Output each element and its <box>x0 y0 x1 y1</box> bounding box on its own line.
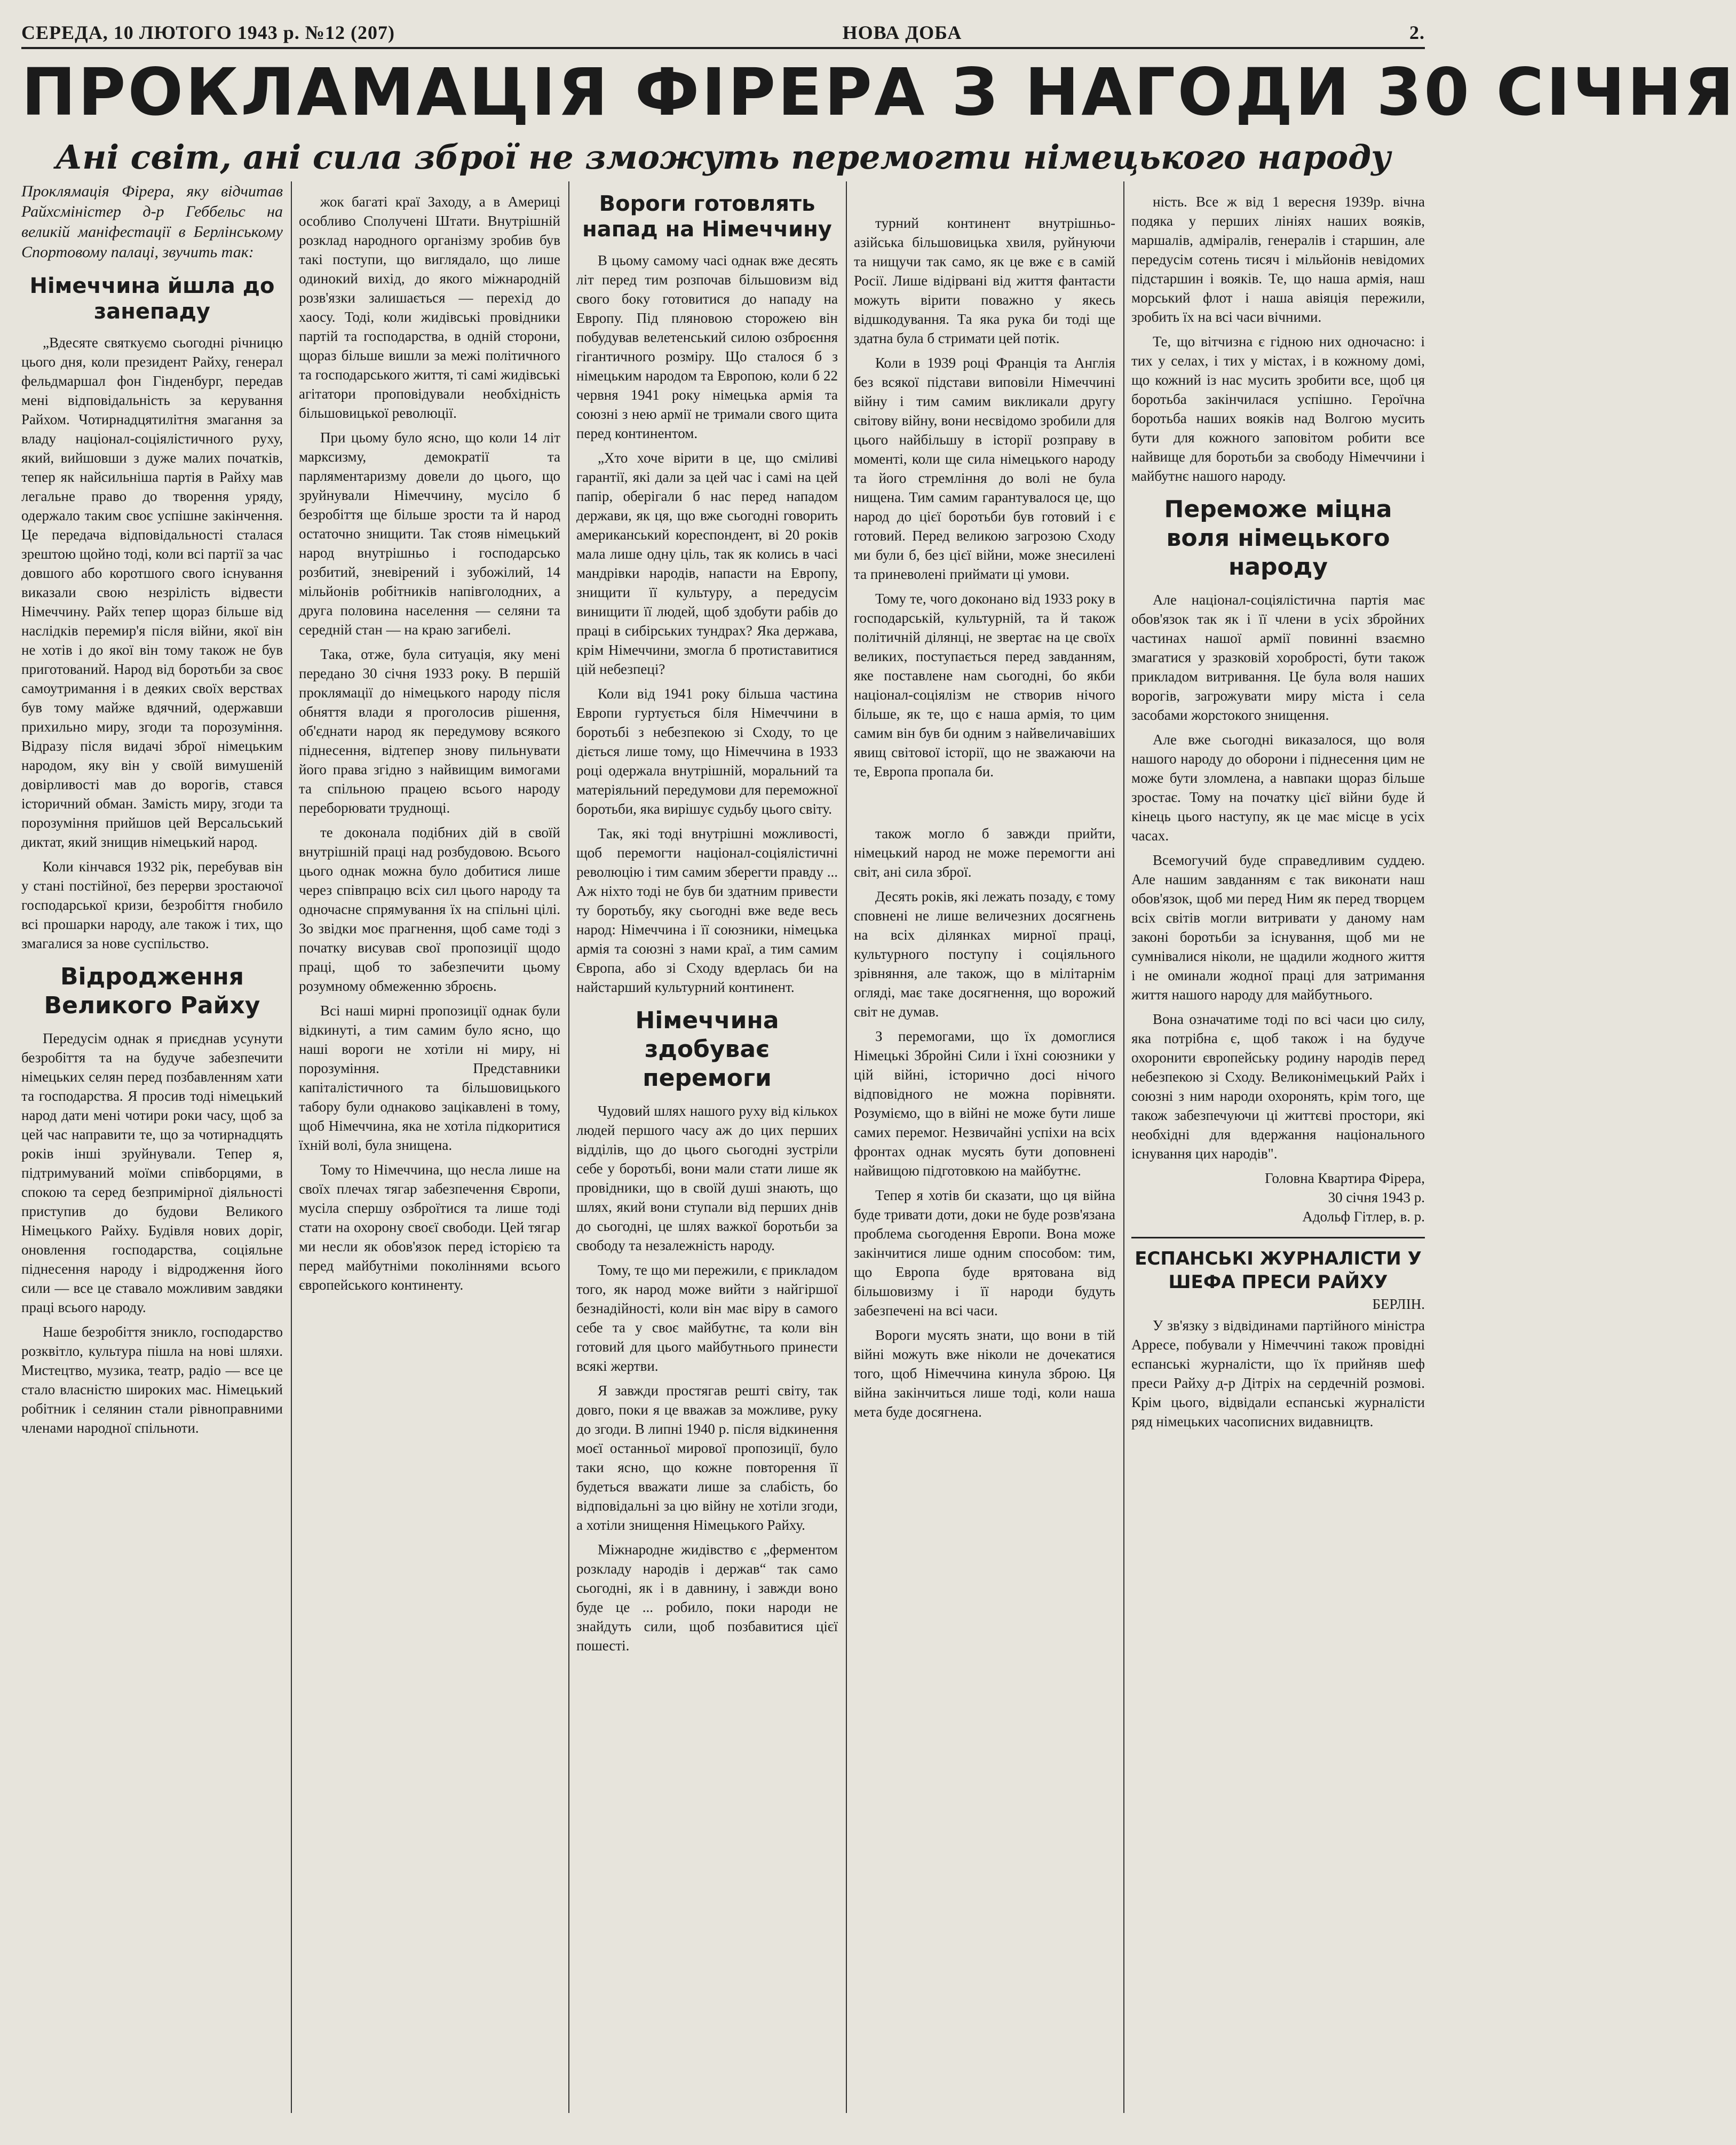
main-headline: ПРОКЛАМАЦІЯ ФІРЕРА З НАГОДИ 30 СІЧНЯ <box>21 54 1736 130</box>
signature-line: Адольф Гітлер, в. р. <box>1302 1209 1425 1225</box>
signature-block <box>1131 1169 1425 1226</box>
article-paragraph: Тому те, чого доконано від 1933 року в господарській, культурній, та й також політичній ділянці, не звертає на це своїх великих, поступається перед завданням, яке поставлене нам сьогодні, бо якби націонал-соціялізм не створив нічого більше, як те, що є наша армія, то цим самим він був би одним з найвеличавіших явищ світової історії, що не зважаючи на те, Европа пропала би. <box>854 591 1115 780</box>
column-2 <box>299 192 560 2124</box>
signature-line: Головна Квартира Фірера, <box>1265 1170 1425 1186</box>
section-heading: Вороги готовлять напад на Німеччину <box>582 192 832 242</box>
article-paragraph: Всемогучий буде справедливим суддею. Але нашим завданням є так виконати наш обов'язок, щоб ми перед Ним як перед творцем всіх світів могли витривати у даному нам законі боротьби за існування, щоб ми не сумнівалися ніколи, не щадили жодного життя і не оминали жодної праці для затримання життя нашого народу для майбутнього. <box>1131 852 1425 1003</box>
article-paragraph: При цьому було ясно, що коли 14 літ марксизму, демократії та парляментаризму довели до цього, що зруйнували Німеччину, мусіло б безробіття ще більше зрости та й народ остаточно знищити. Так стояв німецький народ внутрішньо і господарсько розбитий, зневірений і зубожілий, 14 мільйонів робітників напівголодних, а друга половина населення — селяни та середній стан — на краю загибелі. <box>299 430 560 638</box>
article-paragraph: Тепер я хотів би сказати, що ця війна буде тривати доти, доки не буде розв'язана проблема сьогодення Европи. Вона може закінчитися лише одним способом: тим, що Европа буде врятована від більшовизму і її народи будуть забезпечені на всі часи. <box>854 1187 1115 1318</box>
subheadline: Ані світ, ані сила зброї не зможуть перемогти німецького народу <box>55 138 1391 177</box>
section-heading: Німеччина йшла до занепаду <box>29 274 275 324</box>
column-rule <box>1123 181 1124 2113</box>
article-paragraph: також могло б завжди прийти, німецький народ не може перемогти ані світ, ані сила зброї. <box>854 825 1115 880</box>
article-paragraph: Чудовий шлях нашого руху від кількох людей першого часу аж до цих перших відділів, що до цього сьогодні зустріли себе у боротьбі, вони мали стати лише як провідники, що в своїй душі знають, що шлях, який вони ступали від перших днів до сьогодні, це шлях важкої боротьби за свободу та незалежність народу. <box>576 1103 838 1253</box>
brief-text: У зв'язку з відвідинами партійного міністра Арресе, побували у Німеччині також провідні еспанські журналісти, що їх прийняв шеф преси Райху д-р Дітріх на сердечній розмові. Крім цього, відвідали еспанські журналісти ряд німецьких часописних видавництв. <box>1131 1317 1425 1429</box>
paper-name: НОВА ДОБА <box>842 22 962 43</box>
article-paragraph: Коли від 1941 року більша частина Европи гуртується біля Німеччини в боротьбі з небезпекою зі Сходу, то це діється лише тому, що Німеччина в 1933 році одержала внутрішній, моральний та матеріяльний передумови для переможної боротьби, яка вирішує судьбу цього світу. <box>576 686 838 817</box>
article-paragraph: Але вже сьогодні виказалося, що воля нашого народу до оборони і піднесення цим не може бути зломлена, а навпаки щораз більше зростає. Тому на початку цієї війни буде й кінець цього наступу, як це має місце в усіх часах. <box>1131 732 1425 844</box>
article-paragraph: Коли в 1939 році Франція та Англія без всякої підстави виповіли Німеччині війну і тим самим викликали другу світову війну, вони несвідомо зробили для цього найбільшу в історії розправу в моменті, коли ще сила німецького народу та його стремління до волі не була нищена. Тим самим гарантувалося це, що народ до цієї боротьби був готовий і є готовий. Перед великою загрозою Сходу ми були б, без цієї війни, може знесилені та приневолені приймати ці умови. <box>854 355 1115 582</box>
article-paragraph: „Вдесяте святкуємо сьогодні річницю цього дня, коли президент Райху, генерал фельдмаршал фон Гінденбург, передав мені відповідальність за керування Райхом. Чотирнадцятилітня змагання за владу націонал-соціялістичного руху, який, вийшовши з дуже малих початків, тепер як найсильніша партія в Райху мав легальне право до творення уряду, одержало таким своє успішне закінчення. Це передача відповідальності сталася зрештою щойно тоді, коли всі партії за час довшого або коротшого свого існування виказали свою незрілість відвести Німеччину. Райх тепер щораз більше від наслідків перемир'я після війни, якої він не хотів і до якої він тому також не був приготований. Народ від боротьби за своє самоутримання і в деяких своїх верствах був тому майже вдячний, одержавши прихильно миру, згоди та порозуміння. Відразу після видачі зброї німецьким народом, яку він у своїй вимушеній довірливості мав до ворогів, стався історичний обман. Замість миру, згоди та порозуміння прийшов цей Версальський диктат, який знищив німецький народ. <box>21 335 283 850</box>
column-3 <box>576 181 838 2113</box>
column-1 <box>21 181 283 2113</box>
article-paragraph: Така, отже, була ситуація, яку мені передано 30 січня 1933 року. В першій проклямації до німецького народу після обняття влади я проголосив рішення, об'єднати народ як передумову всякого піднесення, відтепер знову пильнувати його права згідно з найвищим вимогами та спільною працею всього народу переборювати труднощі. <box>299 646 560 816</box>
article-paragraph: жок багаті краї Заходу, а в Америці особливо Сполучені Штати. Внутрішній розклад народного організму зробив був такі поступи, що виглядало, що лише одинокий вихід, до якого міжнародній розв'язки залишається — перехід до хаосу. Тоді, коли жидівські провідники партій та господарства, в одній сторони, щораз більше вишли за межі політичного та господарського життя, ті самі жидівські агітатори проповідували необхідність більшовицької революції. <box>299 194 560 421</box>
intro-paragraph: Проклямація Фірера, яку відчитав Райхсміністер д-р Геббельс на великій маніфестації в Берлінському Спортовому палаці, звучить так: <box>21 182 283 261</box>
brief-title: ЕСПАНСЬКІ ЖУРНАЛІСТИ У ШЕФА ПРЕСИ РАЙХУ <box>1135 1248 1422 1293</box>
article-paragraph: ність. Все ж від 1 вересня 1939р. вічна подяка у перших лініях наших вояків, маршалів, адміралів, генералів і старшин, але передусім сотень тисяч і мільйонів невідомих підстаршин і вояків. Те, що наша армія, наш морський флот і наша авіяція пережили, зробить їх на всі часи вічними. <box>1131 194 1425 325</box>
article-paragraph: Наше безробіття зникло, господарство розквітло, культура пішла на нові шляхи. Мистецтво, музика, театр, радіо — все це стало власністю широких мас. Німецький робітник і селянин стали рівноправними членами народної спільноти. <box>21 1324 283 1436</box>
article-paragraph: Коли кінчався 1932 рік, перебував він у стані постійної, без перерви зростаючої господарської кризи, безробіття гнобило всі прошарки народу, але також і тих, що змагалися за нове суспільство. <box>21 859 283 951</box>
article-paragraph: Тому то Німеччина, що несла лише на своїх плечах тягар забезпечення Європи, мусіла спершу озброїтися та лише тоді стати на охорону своєї свободи. Цей тягар ми несли як обов'язок перед історією та перед майбутніми поколіннями всього європейського континенту. <box>299 1162 560 1293</box>
article-paragraph: „Хто хоче вірити в це, що сміливі гарантії, які дали за цей час і самі на цей папір, оберігали б нас перед нападом держави, як ця, що вже сьогодні говорить американський кореспондент, ві 20 років мала лише одну ціль, так як колись в часі мандрівки народів, напасти на Европу, знищити її культуру, а передусім винищити її людей, щоб здобути рабів до праці в сибірських тундрах? Яка держава, крім Німеччини, змогла б протиставитися цій небезпеці? <box>576 450 838 677</box>
article-paragraph: Всі наші мирні пропозиції однак були відкинуті, а тим самим було ясно, що наші вороги не хотіли ні миру, ні порозуміння. Представники капіталістичного та більшовицького табору були однаково зацікавлені в тому, щоб Німеччина, яка не хотіла підкоритися їхній волі, була знищена. <box>299 1003 560 1153</box>
article-paragraph: Вороги мусять знати, що вони в тій війні можуть вже ніколи не дочекатися того, щоб Німеччина кинула зброю. Ця війна закінчиться лише тоді, коли наша мета буде досягнена. <box>854 1327 1115 1420</box>
brief-dateline: БЕРЛІН. <box>1372 1296 1425 1312</box>
article-paragraph: Те, що вітчизна є гідною них одночасно: і тих у селах, і тих у містах, і в кожному домі, що кожний із нас мусить зробити все, щоб ця боротьба закінчилася успішно. Героїчна боротьба наших вояків над Волгою мусить бути для кожного заповітом робити все найвище для боротьби за свободу Німеччини і майбутнє нашого народу. <box>1131 333 1425 484</box>
column-rule <box>846 181 847 2113</box>
masthead <box>21 12 1425 49</box>
article-paragraph: З перемогами, що їх домоглися Німецькі Збройні Сили і їхні союзники у цій війні, історично досі нічого відповідного не можна порівняти. Розуміємо, що в війні не може бути лише самих перемог. Незвичайні успіхи на всіх фронтах однак мусять бути доповнені найвищою підготовкою на майбутнє. <box>854 1028 1115 1179</box>
article-paragraph: Тому, те що ми пережили, є прикладом того, як народ може вийти з найгіршої безнадійності, коли він має віру в самого себе та у своє майбутнє, та коли він готовий для цього майбутнього принести всякі жертви. <box>576 1262 838 1374</box>
article-paragraph: В цьому самому часі однак вже десять літ перед тим розпочав більшовизм від свого боку готовитися до нападу на Европу. Під пляновою сторожею він побудував велетенський силою озброєння гігантичного розміру. Що сталося б з німецьким народом та Европою, коли б 22 червня 1941 року німецька армія та союзні з нею армії не тримали свого щита перед континентом. <box>576 252 838 441</box>
section-heading: Німеччина здобуває перемоги <box>635 1007 779 1092</box>
article-paragraph: те доконала подібних дій в своїй внутрішній праці над розбудовою. Всього цього однак можна було добитися лише через співпрацю всіх сил цього народу та одночасне спрямування їх на спільні цілі. Зо звідки моє прагнення, щоб саме тоді з початку висував свої пропозиції щодо праці, щоб то забезпечити цьому розумному обмеженню зброєнь. <box>299 824 560 994</box>
article-paragraph: Десять років, які лежать позаду, є тому сповнені не лише величезних досягнень на всіх ділянках мирної праці, культурного поступу і соціяльного зрівняння, але також, що в мілітарнім огляді, має таке досягнення, що ворожий світ не думав. <box>854 888 1115 1020</box>
page-number: 2. <box>1409 22 1425 43</box>
article-paragraph: Так, які тоді внутрішні можливості, щоб перемогти націонал-соціялістичні революцію і тим самим зберегти правду ... Аж ніхто тоді не був би здатним привести ту боротьбу, яку сьогодні вже веде весь народ: Німеччина і її союзники, німецька армія та союзні з нами краї, а тим самим Європа, або зі Сходу вдерлась би на найстарший культурний континент. <box>576 825 838 995</box>
article-paragraph: Я завжди простягав решті світу, так довго, поки я це вважав за можливе, руку до згоди. В липні 1940 р. після відкинення моєї останньої мирової пропозиції, було таки ясно, що кожне повторення її будеться вважати лише за слабість, бо відповідальні за цю війну не хотіли згоди, а хотіли знищення Німецького Райху. <box>576 1383 838 1533</box>
article-paragraph: Але націонал-соціялістична партія має обов'язок так як і її члени в усіх збройних частинах нашої армії повинні взаємно змагатися у зразковій хоробрості, бути також прикладом витривання. Це була воля наших ворогів, загрожувати миру міста і села засобами жорстокого знищення. <box>1131 592 1425 723</box>
column-4 <box>854 213 1115 2145</box>
article-paragraph: Вона означатиме тоді по всі часи цю силу, яка потрібна є, щоб також і на будуче охоронити європейську родину народів перед небезпекою зі Сходу. Великонімецький Райх і союзні з ним народи охоронять, крім того, ще також забезпечуючи ці життєві простори, які необхідні для вдержання національного існування цих народів". <box>1131 1011 1425 1162</box>
article-paragraph: Передусім однак я приєднав усунути безробіття та на будуче забезпечити німецьких селян перед позбавленням хати та господарства. Я просив тоді німецький народ дати мені чотири роки часу, щоб за цей час направити те, що за чотирнадцять років інші зруйнували. Тепер я, підтримуваний моїми співборцями, в спокою та серед безпримірної діяльності приступив до будови Великого Німецького Райху. Будівля нових доріг, оновлення господарства, соціяльне піднесення народу і відродження його сили — все це ставало можливим завдяки праці всього народу. <box>21 1030 283 1315</box>
news-brief <box>1131 1237 1425 1431</box>
signature-line: 30 січня 1943 р. <box>1328 1189 1425 1205</box>
section-heading: Відродження Великого Райху <box>44 963 260 1019</box>
column-5 <box>1131 192 1425 2124</box>
article-paragraph: Міжнародне жидівство є „ферментом розкладу народів і держав“ так само сьогодні, як і в давнину, і завжди воно буде це ... робило, поки народи не знайдуть сили, щоб позбавитися цієї пошесті. <box>576 1542 838 1654</box>
issue-date: СЕРЕДА, 10 ЛЮТОГО 1943 р. №12 (207) <box>21 22 395 43</box>
column-rule <box>568 181 569 2113</box>
article-paragraph: турний континент внутрішньо-азійська більшовицька хвиля, руйнуючи та нищучи так само, як це вже є в самій Росії. Лише відірвані від життя фантасти можуть вірити поважно у якесь відшкодування. Та яка рука би тоді ще здатна була б стримати цей потік. <box>854 215 1115 346</box>
section-heading: Переможе міцна воля німецького народу <box>1164 496 1392 581</box>
column-rule <box>291 181 292 2113</box>
